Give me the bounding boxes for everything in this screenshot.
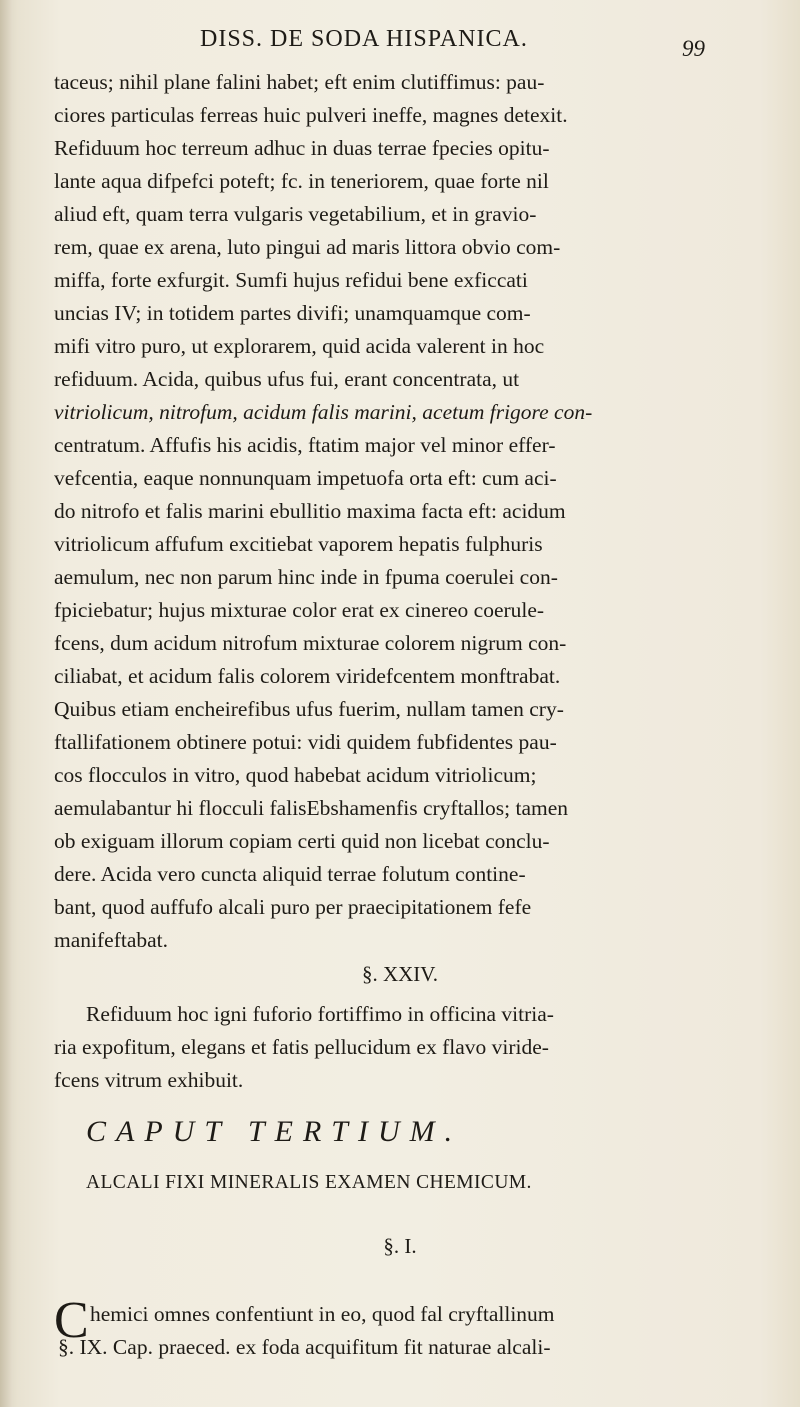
text-line: ftallifationem obtinere potui: vidi quidem fubfidentes pau-	[54, 730, 557, 754]
text-line: dere. Acida vero cuncta aliquid terrae folutum contine-	[54, 862, 526, 886]
text-line: cos flocculos in vitro, quod habebat acidum vitriolicum;	[54, 763, 537, 787]
section-heading: §. I.	[383, 1234, 417, 1258]
text-line: rem, quae ex arena, luto pingui ad maris littora obvio com-	[54, 235, 561, 259]
text-line: uncias IV; in totidem partes divifi; unamquamque com-	[54, 301, 531, 325]
text-line: ciliabat, et acidum falis colorem viridefcentem monftrabat.	[54, 664, 561, 688]
text-line: ob exiguam illorum copiam certi quid non licebat conclu-	[54, 829, 550, 853]
text-line: Quibus etiam encheirefibus ufus fuerim, nullam tamen cry-	[54, 697, 564, 721]
text-line: vitriolicum affufum excitiebat vaporem hepatis fulphuris	[54, 532, 543, 556]
text-line: taceus; nihil plane falini habet; eft enim clutiffimus: pau-	[54, 70, 545, 94]
text-line: miffa, forte exfurgit. Sumfi hujus refidui bene exficcati	[54, 268, 528, 292]
text-line: fcens, dum acidum nitrofum mixturae colorem nigrum con-	[54, 631, 567, 655]
text-line: vefcentia, eaque nonnunquam impetuofa orta eft: cum aci-	[54, 466, 557, 490]
text-line: mifi vitro puro, ut explorarem, quid acida valerent in hoc	[54, 334, 545, 358]
text-line: aemulum, nec non parum hinc inde in fpuma coerulei con-	[54, 565, 558, 589]
text-line: vitriolicum, nitrofum, acidum falis marini, acetum frigore con-	[54, 400, 593, 424]
text-line: bant, quod auffufo alcali puro per praecipitationem fefe	[54, 895, 532, 919]
chapter-title: CAPUT TERTIUM.	[86, 1115, 463, 1148]
page-binding-edge	[0, 0, 12, 1407]
text-line: aliud eft, quam terra vulgaris vegetabilium, et in gravio-	[54, 202, 537, 226]
text-line: hemici omnes confentiunt in eo, quod fal cryftallinum	[90, 1302, 555, 1326]
text-line: do nitrofo et falis marini ebullitio maxima facta eft: acidum	[54, 499, 566, 523]
running-head: DISS. DE SODA HISPANICA.	[200, 26, 528, 52]
text-line: §. IX. Cap. praeced. ex foda acquifitum fit naturae alcali-	[58, 1335, 551, 1359]
text-line: Refiduum hoc igni fuforio fortiffimo in officina vitria-	[86, 1002, 554, 1026]
text-line: Refiduum hoc terreum adhuc in duas terrae fpecies opitu-	[54, 136, 550, 160]
text-line: fpiciebatur; hujus mixturae color erat ex cinereo coerule-	[54, 598, 545, 622]
chapter-subtitle: ALCALI FIXI MINERALIS EXAMEN CHEMICUM.	[86, 1172, 532, 1193]
text-line: lante aqua difpefci poteft; fc. in teneriorem, quae forte nil	[54, 169, 549, 193]
drop-cap: C	[54, 1292, 89, 1349]
text-line: aemulabantur hi flocculi falisEbshamenfis cryftallos; tamen	[54, 796, 569, 820]
text-line: manifeftabat.	[54, 928, 169, 952]
text-line: centratum. Affufis his acidis, ftatim major vel minor effer-	[54, 433, 556, 457]
text-line: ria expofitum, elegans et fatis pellucidum ex flavo viride-	[54, 1035, 549, 1059]
text-line: fcens vitrum exhibuit.	[54, 1068, 244, 1092]
page-number: 99	[682, 36, 705, 61]
text-line: ciores particulas ferreas huic pulveri ineffe, magnes detexit.	[54, 103, 568, 127]
section-heading: §. XXIV.	[361, 962, 439, 986]
text-line: refiduum. Acida, quibus ufus fui, erant concentrata, ut	[54, 367, 520, 391]
